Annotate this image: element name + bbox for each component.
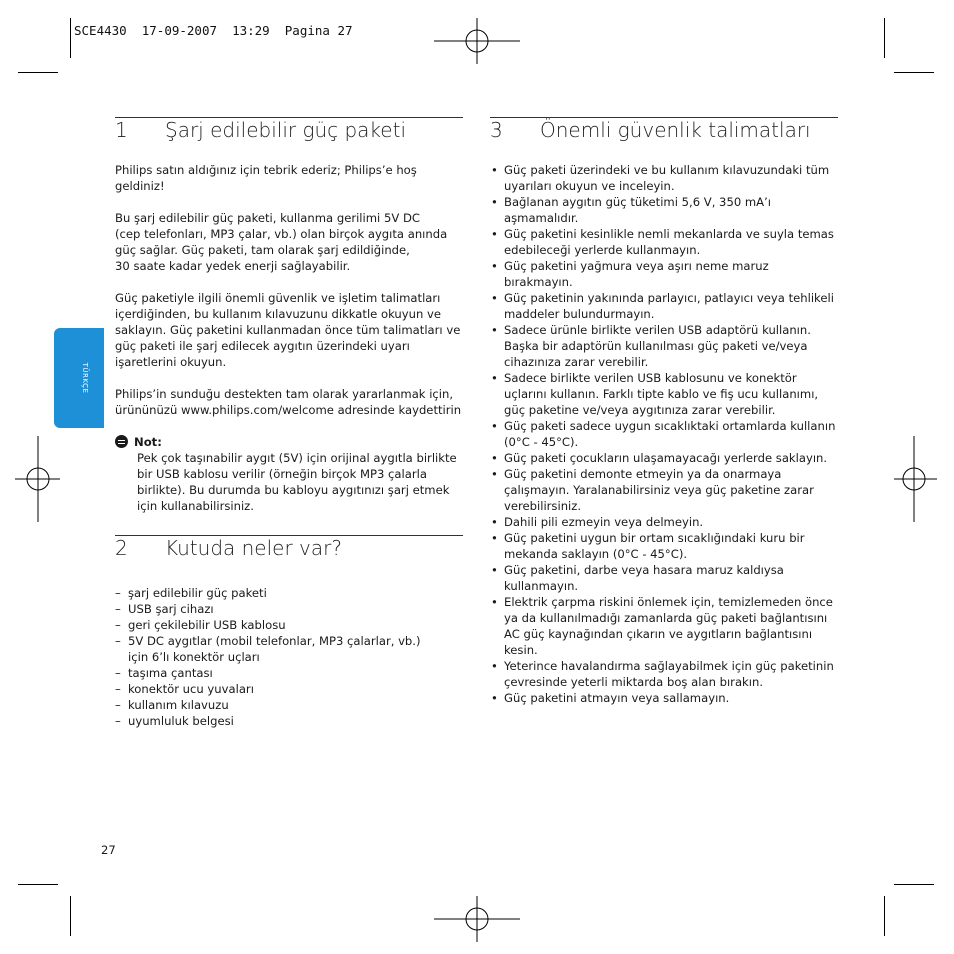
- list-item: [490, 450, 838, 466]
- note-icon: [115, 435, 128, 448]
- text-line: bir USB kablosu verilir (örneğin birçok MP3 çalarla: [137, 467, 427, 481]
- intro-paragraph: [115, 210, 463, 274]
- note-label: Not:: [134, 435, 162, 449]
- text-line: uyarıları okuyun ve inceleyin.: [504, 179, 675, 193]
- text-line: Başka bir adaptörün kullanılması güç paketi ve/veya: [504, 339, 808, 353]
- list-item: [115, 697, 463, 713]
- crop-mark: [884, 896, 885, 936]
- text-line: ürününüzü www.philips.com/welcome adresinde kaydettirin: [115, 403, 462, 417]
- text-line: • Güç paketini kesinlikle nemli mekanlarda ve suyla temas: [504, 227, 834, 241]
- list-item: [115, 681, 463, 697]
- registration-mark-right-icon: [894, 434, 944, 524]
- registration-mark-bottom-icon: [434, 874, 524, 954]
- list-item: [490, 258, 838, 290]
- note-block: [115, 434, 463, 514]
- section-1-number: 1: [115, 118, 128, 142]
- text-line: • Güç paketini atmayın veya sallamayın.: [504, 691, 730, 705]
- text-line: edebileceği yerlerde kullanmayın.: [504, 243, 701, 257]
- note-body: [115, 450, 463, 514]
- list-item: [490, 194, 838, 226]
- section-1-body: [115, 162, 463, 418]
- text-line: birlikte). Bu durumda bu kabloyu aygıtınızı şarj etmek: [137, 483, 450, 497]
- list-item: [490, 562, 838, 594]
- section-2-heading: [115, 535, 463, 570]
- section-1-title: Şarj edilebilir güç paketi: [165, 118, 407, 142]
- intro-paragraph: [115, 290, 463, 370]
- text-line: • Bağlanan aygıtın güç tüketimi 5,6 V, 350 mA’ı: [504, 195, 772, 209]
- text-line: – geri çekilebilir USB kablosu: [128, 618, 286, 632]
- text-line: • Elektrik çarpma riskini önlemek için, temizlemeden önce: [504, 595, 833, 609]
- header-time: 13:29: [232, 23, 270, 38]
- text-line: ya da kullanılmadığı zamanlarda güç paketi bağlantısını: [504, 611, 828, 625]
- text-line: 30 saate kadar yedek enerji sağlayabilir.: [115, 259, 351, 273]
- section-3-heading: [490, 117, 838, 152]
- page-number: 27: [101, 843, 116, 857]
- list-item: [490, 514, 838, 530]
- text-line: – konektör ucu yuvaları: [128, 682, 254, 696]
- text-line: için 6’lı konektör uçları: [128, 650, 260, 664]
- text-line: • Güç paketi çocukların ulaşamayacağı yerlerde saklayın.: [504, 451, 828, 465]
- text-line: Philips’in sunduğu destekten tam olarak yararlanmak için,: [115, 387, 454, 401]
- text-line: – taşıma çantası: [128, 666, 213, 680]
- text-line: işaretlerini okuyun.: [115, 355, 227, 369]
- list-item: [490, 226, 838, 258]
- section-2-number: 2: [115, 536, 128, 560]
- text-line: • Güç paketi sadece uygun sıcaklıktaki ortamlarda kullanın: [504, 419, 836, 433]
- text-line: • Sadece ürünle birlikte verilen USB adaptörü kullanın.: [504, 323, 811, 337]
- text-line: • Yeterince havalandırma sağlayabilmek için güç paketinin: [504, 659, 834, 673]
- text-line: çevresinde yeterli miktarda boş alan bırakın.: [504, 675, 764, 689]
- list-item: [490, 418, 838, 450]
- text-line: Pek çok taşınabilir aygıt (5V) için orijinal aygıtla birlikte: [137, 451, 457, 465]
- section-2-title: Kutuda neler var?: [165, 536, 342, 560]
- crop-mark: [884, 18, 885, 58]
- list-item: [115, 617, 463, 633]
- text-line: kullanmayın.: [504, 579, 579, 593]
- list-item: [490, 322, 838, 370]
- list-item: [490, 530, 838, 562]
- left-column: [115, 117, 463, 729]
- right-column: [490, 117, 838, 706]
- text-line: kesin.: [504, 643, 538, 657]
- text-line: (0°C - 45°C).: [504, 435, 579, 449]
- text-line: – 5V DC aygıtlar (mobil telefonlar, MP3 çalarlar, vb.): [128, 634, 421, 648]
- list-item: [115, 713, 463, 729]
- intro-paragraph: [115, 162, 463, 194]
- list-item: [490, 658, 838, 690]
- text-line: aşmamalıdır.: [504, 211, 579, 225]
- text-line: içerdiğinden, bu kullanım kılavuzunu dikkatle okuyun ve: [115, 307, 442, 321]
- header-code: SCE4430: [74, 23, 127, 38]
- text-line: • Güç paketini yağmura veya aşırı neme maruz bırakmayın.: [504, 259, 769, 289]
- registration-mark-left-icon: [10, 434, 60, 524]
- list-item: [490, 370, 838, 418]
- box-contents-list: [115, 585, 463, 729]
- list-item: [490, 594, 838, 658]
- list-item: [115, 585, 463, 601]
- list-item: [115, 665, 463, 681]
- text-line: güç paketi ile şarj edilecek aygıtın üzerindeki uyarı: [115, 339, 410, 353]
- section-1-heading: [115, 117, 463, 152]
- text-line: – kullanım kılavuzu: [128, 698, 229, 712]
- text-line: • Güç paketini uygun bir ortam sıcaklığındaki kuru bir: [504, 531, 805, 545]
- text-line: geldiniz!: [115, 179, 165, 193]
- list-item: [490, 690, 838, 706]
- crop-mark: [70, 896, 71, 936]
- list-item: [490, 290, 838, 322]
- list-item: [490, 162, 838, 194]
- section-3-number: 3: [490, 118, 503, 142]
- registration-mark-top-icon: [434, 0, 524, 80]
- text-line: mekanda saklayın (0°C - 45°C).: [504, 547, 688, 561]
- safety-instructions-list: [490, 162, 838, 706]
- text-line: güç paketine ve/veya aygıtınıza zarar verebilir.: [504, 403, 776, 417]
- text-line: uçlarını kullanın. Farklı tipte kablo ve fiş ucu kullanımı,: [504, 387, 819, 401]
- text-line: • Dahili pili ezmeyin veya delmeyin.: [504, 515, 704, 529]
- text-line: saklayın. Güç paketini kullanmadan önce tüm talimatları ve: [115, 323, 461, 337]
- text-line: Güç paketiyle ilgili önemli güvenlik ve işletim talimatları: [115, 291, 441, 305]
- text-line: • Güç paketini, darbe veya hasara maruz kaldıysa: [504, 563, 784, 577]
- crop-mark: [894, 884, 934, 885]
- crop-mark: [894, 72, 934, 73]
- text-line: için kullanabilirsiniz.: [137, 499, 254, 513]
- text-line: • Güç paketinin yakınında parlayıcı, patlayıcı veya tehlikeli: [504, 291, 834, 305]
- text-line: • Güç paketi üzerindeki ve bu kullanım kılavuzundaki tüm: [504, 163, 830, 177]
- crop-mark: [70, 18, 71, 58]
- text-line: (cep telefonları, MP3 çalar, vb.) olan birçok aygıta anında: [115, 227, 448, 241]
- text-line: – uyumluluk belgesi: [128, 714, 234, 728]
- header-page-label: Pagina 27: [284, 23, 353, 38]
- crop-mark: [18, 72, 58, 73]
- text-line: çalışmayın. Yaralanabilirsiniz veya güç paketine zarar: [504, 483, 814, 497]
- text-line: Bu şarj edilebilir güç paketi, kullanma gerilimi 5V DC: [115, 211, 420, 225]
- text-line: verebilirsiniz.: [504, 499, 582, 513]
- language-tab-label: TÜRKÇE: [81, 362, 89, 394]
- text-line: – şarj edilebilir güç paketi: [128, 586, 267, 600]
- crop-mark: [18, 884, 58, 885]
- intro-paragraph: [115, 386, 463, 418]
- header-date: 17-09-2007: [141, 23, 218, 38]
- text-line: • Güç paketini demonte etmeyin ya da onarmaya: [504, 467, 782, 481]
- text-line: AC güç kaynağından çıkarın ve aygıtların bağlantısını: [504, 627, 813, 641]
- text-line: • Sadece birlikte verilen USB kablosunu ve konektör: [504, 371, 797, 385]
- section-3-title: Önemli güvenlik talimatları: [540, 118, 811, 142]
- list-item: [490, 466, 838, 514]
- text-line: maddeler bulundurmayın.: [504, 307, 655, 321]
- print-header: [74, 23, 353, 38]
- list-item: [115, 633, 463, 665]
- text-line: güç sağlar. Güç paketi, tam olarak şarj edildiğinde,: [115, 243, 410, 257]
- text-line: – USB şarj cihazı: [128, 602, 214, 616]
- language-tab: [54, 328, 104, 428]
- list-item: [115, 601, 463, 617]
- text-line: Philips satın aldığınız için tebrik ederiz; Philips’e hoş: [115, 163, 417, 177]
- text-line: cihazınıza zarar verebilir.: [504, 355, 649, 369]
